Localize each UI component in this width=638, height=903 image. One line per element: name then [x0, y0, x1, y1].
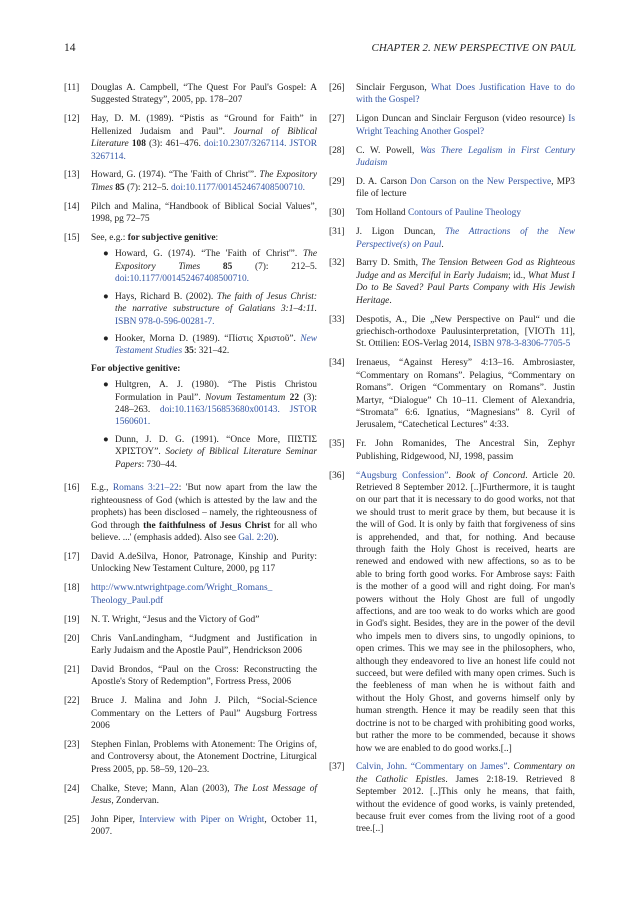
- left-column: [64, 82, 317, 845]
- reference-12: [64, 113, 317, 163]
- ref-text: Chalke, Steve; Mann, Alan (2003), The Lost Message of Jesus, Zondervan.: [91, 783, 318, 806]
- ref-text: Stephen Finlan, Problems with Atonement: The Origins of, and Controversy about, the Atonement Doctrine, Liturgical Press 2005, pp. 58–59, 120–23.: [91, 739, 317, 775]
- reference-17: [64, 551, 317, 576]
- list-item: ● Hultgren, A. J. (1980). “The Pistis Christou Formulation in Paul”. Novum Testamentum 22 (3): 248–263. doi:10.1163/156853680x00143. JSTOR 1560601.: [103, 380, 318, 428]
- ref-text: Douglas A. Campbell, “The Quest For Paul's Gospel: A Suggested Strategy”, 2005, pp. 178–207: [91, 83, 317, 106]
- ref-number: [31]: [329, 227, 345, 238]
- reference-23: [64, 739, 317, 776]
- galatians-link[interactable]: Gal. 2:20: [238, 533, 274, 544]
- ref-text: Calvin, John. “Commentary on James”. Commentary on the Catholic Epistles. James 2:18-19. Retrieved 8 September 2012. [..]This only he means, that faith, without the evidence of good works, is vainly pretended, because fruit ever comes from the living root of a good tree.[..]: [356, 762, 575, 835]
- list-item: ● Hooker, Morna D. (1989). “Πίστις Χριστοῦ”. New Testament Studies 35: 321–42.: [103, 333, 318, 357]
- reference-25: [64, 814, 317, 839]
- ref-text: C. W. Powell, Was There Legalism in First Century Judaism: [356, 145, 575, 169]
- ref-number: [26]: [329, 83, 345, 93]
- reference-30: [329, 207, 575, 219]
- bullet-icon: ●: [103, 434, 109, 445]
- jstor-link[interactable]: JSTOR 3267114.: [91, 139, 317, 162]
- ref-number: [15]: [64, 233, 80, 244]
- ref-text: Fr. John Romanides, The Ancestral Sin, Zephyr Publishing, Ridgewood, NJ, 1998, passim: [356, 439, 575, 462]
- romans-link[interactable]: Romans 3:21–22: [112, 483, 179, 494]
- ref-text: N. T. Wright, “Jesus and the Victory of God”: [91, 614, 260, 625]
- reference-19: [64, 614, 317, 626]
- journal-title: Journal of Biblical Literature: [91, 126, 318, 150]
- interview-link[interactable]: Interview with Piper on Wright: [139, 814, 265, 825]
- ref-link[interactable]: “Augsburg Confession”: [356, 470, 449, 481]
- ref-number: [17]: [64, 552, 80, 562]
- ref-link[interactable]: Contours of Pauline Theology: [407, 208, 522, 219]
- ref-number: [19]: [64, 614, 80, 625]
- isbn-link[interactable]: ISBN 978-3-8306-7705-5: [473, 339, 571, 350]
- ref-text: D. A. Carson Don Carson on the New Perspective, MP3 file of lecture: [356, 176, 575, 200]
- list-item: ● Dunn, J. D. G. (1991). “Once More, ΠΙΣΤΙΣ ΧΡΙΣΤΟΥ”. Society of Biblical Literature Seminar Papers: 730–44.: [103, 434, 317, 470]
- reference-18: [64, 582, 317, 607]
- ref-number: [18]: [64, 583, 80, 594]
- ref-text: John Piper, Interview with Piper on Wright, October 11, 2007.: [91, 814, 317, 838]
- ref-text: Chris VanLandingham, “Judgment and Justification in Early Judaism and the Apostle Paul”, Hendrickson 2006: [91, 633, 317, 656]
- ref-text: Despotis, A., Die „New Perspective on Paul“ und die griechisch-orthodoxe Paulusinterpretation, [VIOTh 11], St. Ottilien: EOS-Verlag 2014, ISBN 978-3-8306-7705-5: [356, 314, 575, 350]
- ref-text: Irenaeus, “Against Heresy” 4:13–16. Ambrosiaster, “Commentary on Romans”. Pelagius, “Commentary on Romans”. Origen “Commentary on Romans”. Justin Martyr, “Dialogue” Ch 10–11. Clement of Alexandria, “Stromata” 6:6. Ignatius, “Magnesians” 8. Cyril of Jerusalem, “Catechetical Lectures” 4:33.: [356, 358, 575, 431]
- ref-text: Howard, G. (1974). “The 'Faith of Christ'”. The Expository Times 85 (7): 212–5. doi:10.1177/001452467408500710.: [91, 170, 318, 193]
- list-item: ● Hays, Richard B. (2002). The faith of Jesus Christ: the narrative substructure of Galatians 3:1–4:11. ISBN 978-0-596-00281-7.: [103, 291, 317, 327]
- ref-number: [34]: [329, 358, 345, 369]
- doi-link[interactable]: doi:10.1177/001452467408500710.: [170, 182, 305, 193]
- ref-number: [16]: [64, 483, 80, 494]
- reference-28: [329, 145, 575, 170]
- ref-link[interactable]: What Does Justification Have to do with the Gospel?: [356, 83, 575, 106]
- ref-text: “Augsburg Confession”. Book of Concord. Article 20. Retrieved 8 September 2012. [..]Furthermore, it is taught on our part that it is necessary to do good works, not that we should trust to merit grace by them, but because it is the will of God. It is only by faith that forgiveness of sins is apprehended, and that, for nothing. And because through faith the Holy Ghost is received, hearts are renewed and endowed with new affections, so as to be able to bring forth good works. For Ambrose says: Faith is the mother of a good will and right doing. For man's powers without the Holy Ghost are full of ungodly affections, and are too weak to do works which are good in God's sight. Besides, they are in the power of the devil who impels men to divers sins, to ungodly opinions, to open crimes. This we may see in the philosophers, who, although they endeavored to live an honest life could not succeed, but were defiled with many open crimes. Such is the feebleness of man when he is without faith and without the Holy Ghost, and governs himself only by human strength. Hence it may be readily seen that this doctrine is not to be charged with prohibiting good works, but rather the more to be commended, because it shows how we are enabled to do good works.[..]: [356, 470, 575, 754]
- page-number: 14: [64, 42, 76, 54]
- reference-33: [329, 314, 575, 351]
- doi-link[interactable]: doi:10.2307/3267114.: [203, 139, 287, 150]
- reference-15: [64, 232, 317, 476]
- ref-number: [14]: [64, 201, 80, 212]
- doi-link[interactable]: doi:10.1163/156853680x00143.: [159, 404, 280, 415]
- ref-text: Barry D. Smith, The Tension Between God as Righteous Judge and as Merciful in Early Judaism; id., What Must I Do to Be Saved? Paul Parts Company with His Jewish Heritage.: [356, 258, 576, 306]
- reference-31: [329, 226, 575, 251]
- reference-29: [329, 176, 575, 201]
- ref-text: David A.deSilva, Honor, Patronage, Kinship and Purity: Unlocking New Testament Culture, 2000, pg 117: [91, 552, 317, 575]
- bullet-icon: ●: [103, 333, 109, 344]
- journal-title: The Expository Times: [91, 170, 318, 193]
- ref-number: [28]: [329, 145, 345, 156]
- subjective-list: [103, 248, 317, 357]
- ref-text: See, e.g.: for subjective genitive: ● Howard, G. (1974). “The 'Faith of Christ'”. The Expository Times 85 (7): 212–5. doi:10.1177/001452467408500710. ● Hays, Richard B. (2002). The faith of Jesus Christ: the narrative substructure of Galatians 3:1–4:11. ISBN 978-0-596-00281-7. ● Hooker, Morna D. (1989). “Πίστις Χριστοῦ”. New Testament Studies 35: 321–42. For objective genitive: ● Hultgren, A. J. (1980). “The Pistis Christou Formulation in Paul”. Novum Testamentum 22 (3): 248–263. doi:10.1163/156853680x00143. JSTOR 1560601. ● Dunn, J. D. G. (1991). “Once More, ΠΙΣΤΙΣ ΧΡΙΣΤΟΥ”. Society of Biblical Literature Seminar Papers: 730–44.: [91, 233, 318, 470]
- reference-21: [64, 664, 317, 689]
- isbn-link[interactable]: ISBN 978-0-596-00281-7.: [115, 316, 215, 327]
- ref-number: [25]: [64, 814, 80, 825]
- reference-35: [329, 438, 575, 463]
- ref-number: [32]: [329, 258, 345, 269]
- chapter-heading: CHAPTER 2. NEW PERSPECTIVE ON PAUL: [371, 42, 576, 54]
- ref-link[interactable]: The Attractions of the New Perspective(s) on Paul: [356, 227, 575, 250]
- right-column: [329, 82, 575, 842]
- reference-37: [329, 761, 575, 835]
- ref-number: [37]: [329, 762, 345, 773]
- ref-number: [21]: [64, 664, 80, 675]
- ref-number: [29]: [329, 176, 345, 187]
- ref-text: Tom Holland Contours of Pauline Theology: [356, 208, 522, 219]
- doi-link[interactable]: doi:10.1177/001452467408500710.: [115, 274, 250, 285]
- ref-text: J. Ligon Duncan, The Attractions of the New Perspective(s) on Paul.: [356, 227, 575, 250]
- ref-text: David Brondos, “Paul on the Cross: Reconstructing the Apostle's Story of Redemption”, Fortress Press, 2006: [91, 664, 317, 688]
- ref-number: [35]: [329, 439, 345, 450]
- reference-11: [64, 82, 317, 107]
- ref-number: [27]: [329, 114, 345, 125]
- ref-link[interactable]: Don Carson on the New Perspective: [410, 176, 552, 187]
- reference-16: [64, 482, 317, 544]
- objective-list: [103, 379, 317, 471]
- ref-number: [23]: [64, 739, 80, 750]
- reference-14: [64, 201, 317, 226]
- ref-link[interactable]: Was There Legalism in First Century Judaism: [356, 145, 575, 169]
- url-link[interactable]: http://www.ntwrightpage.com/Wright_Romans_ Theology_Paul.pdf: [91, 583, 273, 606]
- jstor-link[interactable]: JSTOR 1560601.: [115, 404, 318, 428]
- reference-20: [64, 633, 317, 658]
- ref-number: [12]: [64, 114, 80, 125]
- ref-number: [36]: [329, 470, 345, 481]
- ref-text: Sinclair Ferguson, What Does Justification Have to do with the Gospel?: [356, 83, 575, 106]
- ref-text: Hay, D. M. (1989). “Pistis as “Ground for Faith” in Hellenized Judaism and Paul”. Journal of Biblical Literature 108 (3): 461–476. doi:10.2307/3267114. JSTOR 3267114.: [91, 114, 318, 162]
- ref-text: Pilch and Malina, “Handbook of Biblical Social Values”, 1998, pg 72–75: [91, 201, 317, 225]
- reference-32: [329, 257, 575, 307]
- journal-link[interactable]: New Testament Studies: [115, 333, 318, 357]
- ref-number: [20]: [64, 633, 80, 644]
- ref-number: [22]: [64, 696, 80, 707]
- ref-text: Bruce J. Malina and John J. Pilch, “Social-Science Commentary on the Letters of Paul” Augsburg Fortress 2006: [91, 696, 317, 731]
- reference-22: [64, 695, 317, 732]
- objective-genitive-label: For objective genitive:: [91, 363, 181, 374]
- reference-27: [329, 113, 575, 138]
- ref-text: Ligon Duncan and Sinclair Ferguson (video resource) Is Wright Teaching Another Gospel?: [356, 114, 576, 137]
- bullet-icon: ●: [103, 249, 109, 260]
- reference-24: [64, 783, 317, 808]
- ref-number: [11]: [64, 83, 80, 93]
- ref-number: [24]: [64, 783, 80, 794]
- ref-link[interactable]: Calvin, John. “Commentary on James”: [356, 762, 508, 773]
- bullet-icon: ●: [103, 380, 109, 391]
- ref-number: [30]: [329, 208, 345, 219]
- ref-number: [13]: [64, 170, 80, 181]
- bullet-icon: ●: [103, 291, 109, 302]
- reference-36: [329, 470, 575, 755]
- reference-13: [64, 169, 317, 194]
- list-item: ● Howard, G. (1974). “The 'Faith of Christ'”. The Expository Times 85 (7): 212–5. doi:10.1177/001452467408500710.: [103, 249, 318, 285]
- ref-text: E.g., Romans 3:21–22: 'But now apart from the law the righteousness of God (which is attested by the law and the prophets) has been disclosed – namely, the righteousness of God through the faithfulness of Jesus Christ for all who believe. ...' (emphasis added). Also see Gal. 2:20).: [91, 483, 318, 544]
- reference-34: [329, 357, 575, 431]
- ref-link[interactable]: Is Wright Teaching Another Gospel?: [356, 114, 576, 137]
- ref-number: [33]: [329, 314, 345, 325]
- reference-26: [329, 82, 575, 107]
